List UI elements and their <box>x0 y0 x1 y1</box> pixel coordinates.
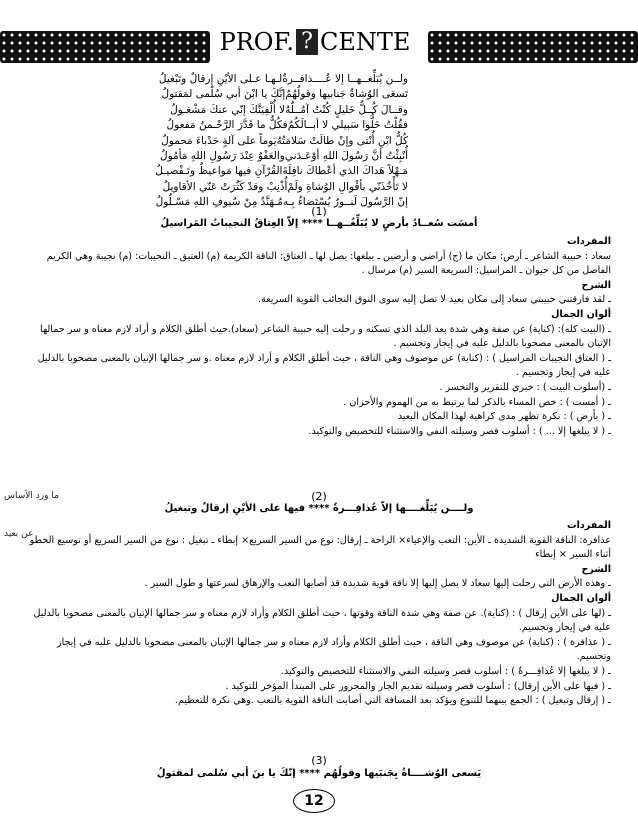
section-2-explain-title: الشرح <box>581 563 611 575</box>
poem-line <box>161 87 408 102</box>
poem-first-hemistich: لا تَأْخُذَنّي بأقْوالِ الوُشاةِ ولَمْ <box>287 180 408 193</box>
brand-right: CENTE <box>320 28 411 56</box>
section-2-beauty-3: ـ ( فيها على الأين إرقال) : أسلوب قصر وسيلته تقديم الجار والمجرور على المبتدأ المؤخر للتوكيد . <box>225 680 611 692</box>
side-note-1: ما ورد الأساس <box>4 491 59 501</box>
section-1-explain: ـ لقد فارقتني حبيبتي سعاد إلى مكان بعيد لا تصل إليه سوى النوق النجائب القوية السريعة. <box>257 294 611 306</box>
poem-second-hemistich: أُذْنِبْ وقدْ كَثُرَتْ عَنّي الأقاويلُ <box>162 180 288 193</box>
poem-line <box>170 103 408 118</box>
poem-second-hemistich: فكُلُّ ما قَدَّرَ الرَّحْـمنُ مَفعولُ <box>166 119 288 132</box>
poem-first-hemistich: تَسعَى الوُشاةُ جَنابيها وقولُهُمُ <box>285 88 408 101</box>
section-1-beauty-3: ـ ( أمست ) : خص المساء بالذكر لما يرتبط به من الهموم والأحزان . <box>343 396 611 408</box>
section-1-body <box>21 235 611 439</box>
section-1-beauty-4: ـ ( بأرض ) : نكرة تظهر مدى كراهية لهذا المكان البعيد <box>397 411 611 423</box>
section-1-beauty-0: ـ (البيت كله): (كناية) عن صفة وهي شدة بعد البلد الذي تسكنه و رحلت إليه حبيبة الشاعر (سعاد).حيث أطلق الكلام و أراد لازم معناه و سر جمالها الإتيان بالمعنى مصحوبا بالدليل عليه في إيجاز وتجسيم . <box>40 323 611 350</box>
poem-line <box>159 149 408 164</box>
poem-line <box>155 164 408 179</box>
dotted-band-right <box>428 31 638 63</box>
poem-first-hemistich: ولــن يُبَلِّغــهــا إلا عُــــذافــرةٌ <box>282 73 408 85</box>
poem-second-hemistich: لا أُلْفِيَنَّكَ إنّي عنكَ مَشْغـولُ <box>170 103 286 116</box>
poem-first-hemistich: كُلُّ ابْنِ أُنْثى وإنْ طالَتْ سَلامَتُهُ <box>276 134 408 147</box>
poem-second-hemistich: القُرْآنِ فيها مَواعيظٌ وتَـفْصيـلُ <box>155 165 283 178</box>
section-3-number: (3) <box>311 754 327 767</box>
poem-line <box>162 180 408 195</box>
section-2-verse: ولــــن يُبَلِّغــــها إلاّ عُذافِـــرةٌ **** فيها على الأيْنِ إرقالٌ وتبغيلُ <box>164 503 474 514</box>
page-number: 12 <box>293 789 335 813</box>
section-1-verse: أمسَت سُعــادُ بأرضٍ لا يُبَلِّغُــهــا **** إلاّ العِتاقُ النجيباتُ المَراسيلُ <box>160 218 478 229</box>
brand-logo-icon: ? <box>296 29 318 55</box>
section-1-beauty-1: ـ ( العتاق النجيبات المراسيل ) : (كناية) عن موصوف وهي الناقة ، حيث أطلق الكلام و أراد لازم معناه .و سر جمالها الإتيان بالمعنى مصحوبا بالدليل عليه في إيجاز وتجسيم . <box>37 352 611 379</box>
header-banner <box>0 23 638 65</box>
dotted-band-left <box>0 31 210 63</box>
section-1-vocab-title: المفردات <box>566 236 611 247</box>
section-2-beauty-title: ألوان الجمال <box>551 592 611 604</box>
poem-second-hemistich: لـهـا عـلى الأيْنِ إرقالٌ وتَبْغيلُ <box>158 73 283 85</box>
poem-second-hemistich: مُـهَنَّدٌ مِنْ سُيوفِ اللهِ مَسْـلُولُ <box>155 196 283 209</box>
section-2-body <box>21 519 611 709</box>
section-2-vocab: عذافرة: الناقة القوية الشديدة ـ الأين: التعب والإعياء× الراحة ـ إرقال: نوع من السير السريع× إبطاء ـ تبغيل : نوع من السير السريع أو توسيع الخطو أثناء السير × إبطاء <box>29 534 611 561</box>
section-1-number: (1) <box>311 205 327 218</box>
section-3-verse: يَسعى الوُشــــاةُ بِجَنبَيها وقولُهُم **** إنّكَ يا بنَ أبي سُلمى لمقتولُ <box>156 768 482 779</box>
section-1-vocab: سعاد : حبيبة الشاعر ـ أرض: مكان ما (ج) أراضي و أرضين ـ يبلغها: يصل لها ـ العتاق: الناقة الكريمة (م) العتيق ـ النجيبات: (م) نجيبة وهي الكريم الفاضل من كل حيوان ـ المراسيل: السريعة السير (م) مرسال . <box>46 250 611 277</box>
poem-line <box>166 118 408 133</box>
section-1-beauty-title: ألوان الجمال <box>551 308 611 320</box>
section-2-vocab-title: المفردات <box>566 520 611 531</box>
poem-block <box>155 72 408 211</box>
brand-left: PROF. <box>219 28 294 56</box>
section-1-beauty-2: ـ (أسلوب البيت ) : خبري للتقرير والتحسر . <box>439 381 611 393</box>
poem-second-hemistich: إنَّكَ يا ابْنَ أبي سُلْمى لمَقتولُ <box>161 88 286 101</box>
poem-line <box>158 72 408 87</box>
section-1-explain-title: الشرح <box>581 279 611 291</box>
poem-second-hemistich: يَوماً على آلةٍ حَدْباءَ مَحمولُ <box>161 134 277 147</box>
section-2-beauty-2: ـ ( لا يبلغها إلا عُذافِـــرةٌ ) : أسلوب قصر وسيلته النفي والاستثناء للتخصيص والتوكيد. <box>280 665 611 677</box>
poem-line <box>161 134 408 149</box>
section-1-beauty-5: ـ ( لا يبلغها إلا ... ) : أسلوب قصر وسيلته النفي والاستثناء للتخصيص والتوكيد. <box>308 425 611 437</box>
section-2-explain: ـ وهذه الأرض التي رحلت إليها سعاد لا يصل إليها إلا ناقة قوية شديدة قد أصابها التعب والإرهاق لسرعتها و طول السير . <box>144 578 611 590</box>
poem-first-hemistich: أُنْبِئْتُ أنَّ رَسُولَ اللهِ أوْعَـدَني <box>284 150 408 163</box>
poem-first-hemistich: فقُلْتُ خَلُّوا سَبيلي لا أبــالَكُمُ <box>287 119 408 132</box>
section-2-beauty-0: ـ (لها على الأين إرقال ) : (كناية). عن صفة وهي شدة الناقة وقوتها ، حيث أطلق الكلام وأراد لازم معناه و سر جمالها الإتيان بالمعنى مصحوبا بالدليل عليه في إيجاز وتجسيم. <box>33 607 611 634</box>
section-2-number: (2) <box>311 490 327 503</box>
poem-second-hemistich: والعَفْوُ عِنْدَ رَسُولِ اللهِ مَأمُولُ <box>159 150 285 163</box>
brand-logo <box>215 23 415 61</box>
section-2-beauty-1: ـ ( عذافرة ) : (كناية) عن موصوف وهي الناقة ، حيث أطلق الكلام وأراد لازم معناه و سر جمالها الإتيان بالمعنى مصحوبا بالدليل عليه في إيجاز وتجسيم. <box>56 636 611 663</box>
section-2-beauty-4: ـ ( إرقال وتبغيل ) : الجمع بينهما للتنوع ويؤكد بعد المسافة التي أصابت الناقة القوية بالتعب .وهي نكرة للتعظيم. <box>174 695 611 707</box>
poem-first-hemistich: مَـهْلاً هَداكَ الذي أعْطاكَ نافِلَةَ <box>282 165 408 178</box>
poem-first-hemistich: وقــالَ كُــلُّ خَليلٍ كُنْتُ آمُــلُهُ <box>285 103 408 116</box>
side-note-2: عن بعيد <box>4 529 34 539</box>
poem-first-hemistich: إنّ الرَّسُولَ لَنــورٌ يُسْتَضاءُ بِـه <box>282 196 408 209</box>
